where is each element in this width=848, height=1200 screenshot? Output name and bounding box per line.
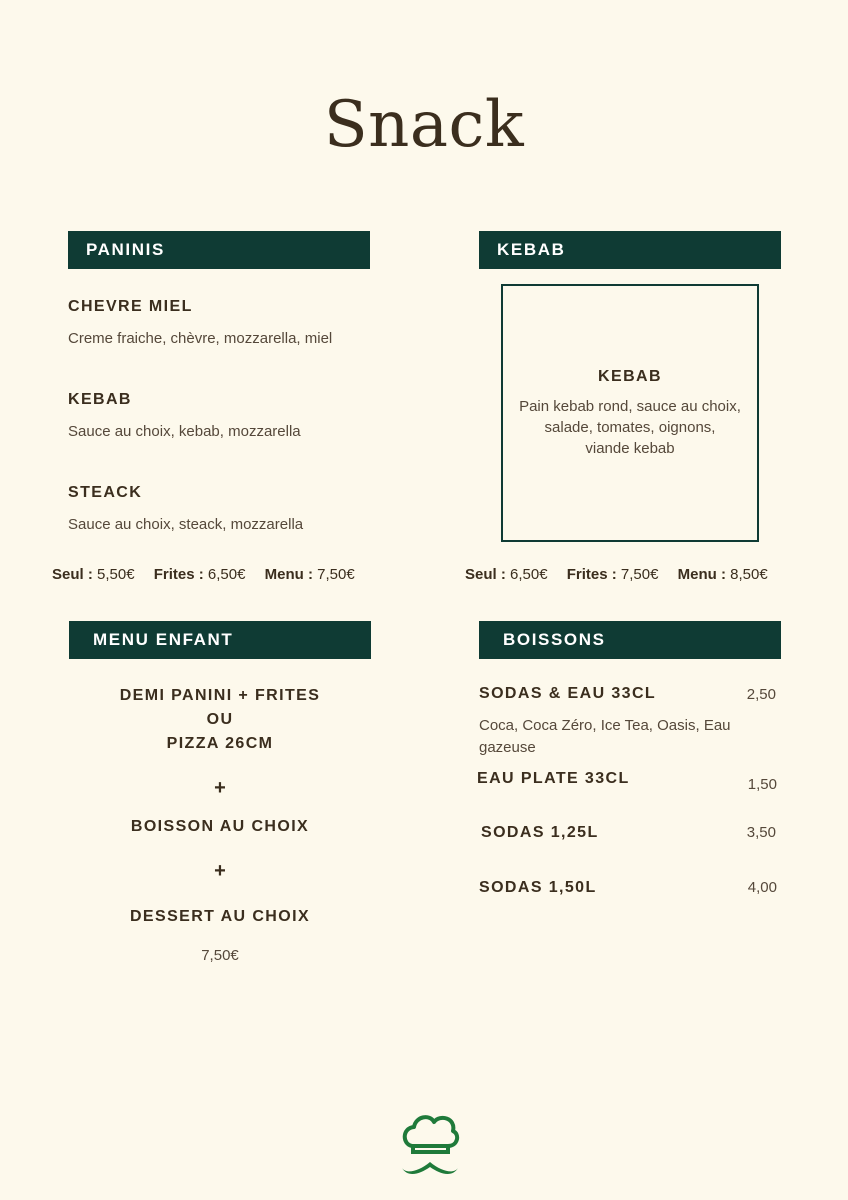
drink-price: 1,50 — [747, 776, 777, 793]
plus-separator: + — [214, 777, 226, 799]
drink-desc-line: Coca, Coca Zéro, Ice Tea, Oasis, Eau — [479, 717, 731, 734]
price-label: Seul : — [465, 566, 506, 583]
drink-name: SODAS 1,25L — [481, 824, 599, 841]
section-header-menu-enfant: MENU ENFANT — [69, 621, 371, 659]
price-label: Menu : — [264, 566, 313, 583]
menu-enfant-line: OU — [206, 711, 234, 728]
menu-item-desc: Creme fraiche, chèvre, mozzarella, miel — [68, 330, 333, 347]
price-label: Frites : — [153, 566, 204, 583]
kebab-feature-box — [501, 284, 759, 542]
drink-price: 3,50 — [746, 824, 776, 841]
drink-name: EAU PLATE 33CL — [477, 770, 630, 787]
price-line-kebab — [465, 566, 768, 583]
menu-enfant-price: 7,50€ — [201, 947, 239, 964]
menu-enfant-drink: BOISSON AU CHOIX — [130, 818, 310, 835]
chef-hat-mustache-icon — [398, 1110, 462, 1184]
drink-desc-line: gazeuse — [479, 739, 536, 756]
kebab-box-desc-line: Pain kebab rond, sauce au choix, — [519, 398, 741, 415]
section-header-boissons: BOISSONS — [479, 621, 781, 659]
drink-name: SODAS & EAU 33CL — [479, 685, 657, 702]
kebab-box-name: KEBAB — [598, 368, 662, 385]
menu-item-desc: Sauce au choix, steack, mozzarella — [68, 516, 304, 533]
menu-item-name: STEACK — [68, 484, 143, 501]
kebab-box-desc-line: viande kebab — [585, 440, 675, 457]
price-label: Frites : — [566, 566, 617, 583]
menu-enfant-line: DEMI PANINI + FRITES — [119, 687, 321, 704]
menu-item-desc: Sauce au choix, kebab, mozzarella — [68, 423, 301, 440]
price-label: Seul : — [52, 566, 93, 583]
price-label: Menu : — [677, 566, 726, 583]
section-header-kebab: KEBAB — [479, 231, 781, 269]
menu-item-name: CHEVRE MIEL — [68, 298, 193, 315]
price-value: 7,50€ — [620, 566, 659, 583]
price-value: 8,50€ — [730, 566, 768, 583]
section-header-paninis: PANINIS — [68, 231, 370, 269]
price-value: 7,50€ — [317, 566, 355, 583]
price-value: 5,50€ — [97, 566, 135, 583]
drink-price: 4,00 — [747, 879, 777, 896]
page-title: Snack — [323, 88, 525, 162]
plus-separator: + — [214, 860, 226, 882]
kebab-box-desc-line: salade, tomates, oignons, — [544, 419, 716, 436]
menu-enfant-line: PIZZA 26CM — [166, 735, 274, 752]
price-value: 6,50€ — [510, 566, 548, 583]
drink-price: 2,50 — [746, 686, 776, 703]
menu-item-name: KEBAB — [68, 391, 132, 408]
drink-name: SODAS 1,50L — [479, 879, 597, 896]
price-line-paninis — [52, 566, 355, 583]
price-value: 6,50€ — [207, 566, 246, 583]
menu-enfant-dessert: DESSERT AU CHOIX — [129, 908, 311, 925]
